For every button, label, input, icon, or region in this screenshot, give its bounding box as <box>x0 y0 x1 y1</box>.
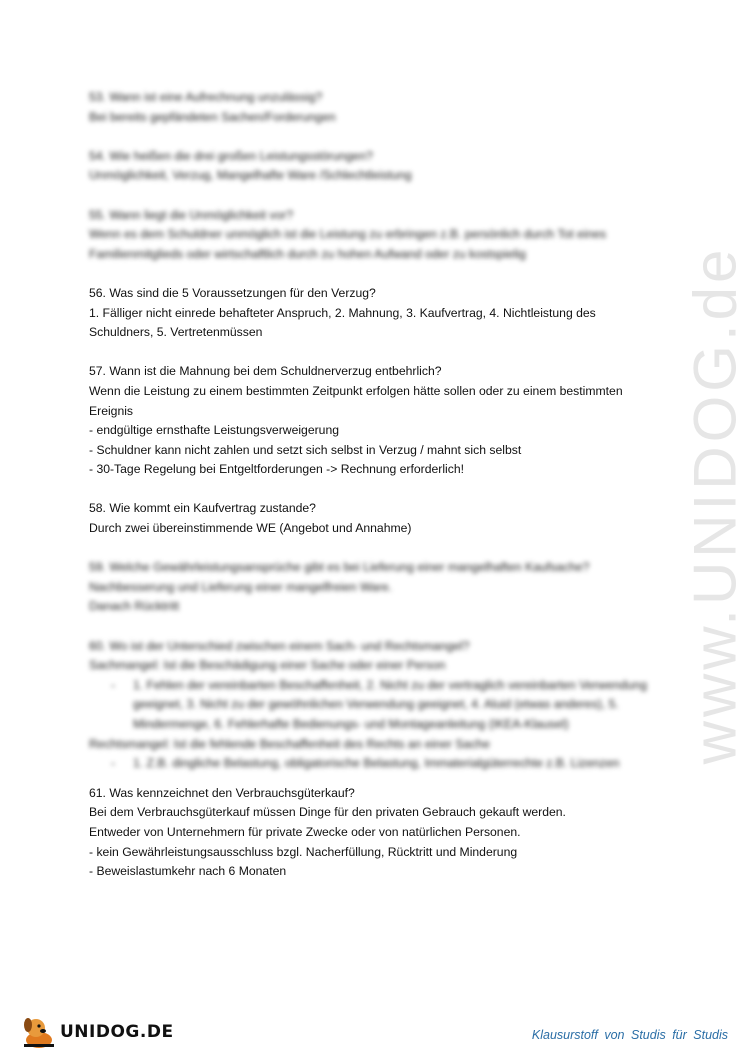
sub-list-item <box>89 754 669 774</box>
question-text: 59. Welche Gewährleistungsansprüche gibt es bei Lieferung einer mangelhaften Kaufsache? <box>89 560 590 575</box>
sub-text: 1. Z.B. dingliche Belastung, obligatorische Belastung, Immaterialgüterrechte z.B. Lizenzen <box>133 756 620 771</box>
answer-line: Rechtsmangel: Ist die fehlende Beschaffenheit des Rechts an einer Sache <box>89 736 490 751</box>
question-text: 54. Wie heißen die drei großen Leistungsstörungen? <box>89 148 373 163</box>
question-block <box>89 362 669 480</box>
answer-line: Schuldners, 5. Vertretenmüssen <box>89 325 263 340</box>
footer-tagline: Klausurstoff von Studis für Studis <box>531 1028 728 1042</box>
answer-line: Wenn die Leistung zu einem bestimmten Zeitpunkt erfolgen hätte sollen oder zu einem bestimmten <box>89 383 623 398</box>
sub-list-item <box>89 676 669 735</box>
answer-line: Bei bereits gepfändeten Sachen/Forderungen <box>89 109 336 124</box>
question-block <box>89 147 669 186</box>
question-text: 53. Wann ist eine Aufrechnung unzulässig? <box>89 90 323 104</box>
question-block <box>89 206 669 265</box>
answer-line: 1. Fälliger nicht einrede behafteter Anspruch, 2. Mahnung, 3. Kaufvertrag, 4. Nichtleistung des <box>89 305 596 320</box>
sub-text: 1. Fehlen der vereinbarten Beschaffenheit, 2. Nicht zu der vertraglich vereinbarten Verwendung geeignet, 3. Nicht zu der gewöhnlichen Verwendung geeignet, 4. Aluid (etwas anderes), 5. Mindermenge, 6. Fehlerhafte Bedienungs- und Montageanleitung (IKEA-Klausel) <box>133 677 647 731</box>
answer-line: Danach Rücktritt <box>89 599 180 614</box>
answer-line: Nachbesserung und Lieferung einer mangelfreien Ware. <box>89 579 393 594</box>
question-block <box>89 88 669 127</box>
dog-logo-icon <box>22 1014 56 1050</box>
answer-line: - 30-Tage Regelung bei Entgeltforderungen -> Rechnung erforderlich! <box>89 462 465 477</box>
answer-line: Sachmangel: Ist die Beschädigung einer Sache oder einer Person <box>89 658 446 673</box>
answer-line: Wenn es dem Schuldner unmöglich ist die Leistung zu erbringen z.B. persönlich durch Tot eines <box>89 227 607 242</box>
answer-line: Entweder von Unternehmern für private Zwecke oder von natürlichen Personen. <box>89 824 521 839</box>
answer-line: - endgültige ernsthafte Leistungsverweigerung <box>89 423 340 438</box>
answer-line: Bei dem Verbrauchsgüterkauf müssen Dinge für den privaten Gebrauch gekauft werden. <box>89 805 566 820</box>
question-text: 60. Wo ist der Unterschied zwischen einem Sach- und Rechtsmangel? <box>89 638 470 653</box>
question-block <box>89 637 669 774</box>
question-block <box>89 499 669 538</box>
question-text: 55. Wann liegt die Unmöglichkeit vor? <box>89 207 294 222</box>
answer-line: Ereignis <box>89 403 134 418</box>
answer-line: - Beweislastumkehr nach 6 Monaten <box>89 864 287 879</box>
question-text: 57. Wann ist die Mahnung bei dem Schuldnerverzug entbehrlich? <box>89 364 442 379</box>
bullet: - <box>111 756 116 771</box>
footer-logo <box>22 1012 174 1052</box>
answer-line: Familienmitglieds oder wirtschaftlich durch zu hohen Aufwand oder zu kostspielig <box>89 246 526 261</box>
watermark-text: www.UNIDOG.de <box>681 245 749 765</box>
document-body <box>89 88 669 901</box>
question-text: 58. Wie kommt ein Kaufvertrag zustande? <box>89 501 316 516</box>
question-block <box>89 284 669 343</box>
question-block <box>89 558 669 617</box>
answer-line: - kein Gewährleistungsausschluss bzgl. Nacherfüllung, Rücktritt und Minderung <box>89 844 518 859</box>
watermark <box>655 245 750 765</box>
answer-line: - Schuldner kann nicht zahlen und setzt sich selbst in Verzug / mahnt sich selbst <box>89 442 522 457</box>
question-text: 61. Was kennzeichnet den Verbrauchsgüterkauf? <box>89 785 355 800</box>
answer-line: Durch zwei übereinstimmende WE (Angebot und Annahme) <box>89 521 412 536</box>
logo-text: UNIDOG.DE <box>60 1022 174 1042</box>
bullet: - <box>111 677 116 692</box>
question-block <box>89 784 669 882</box>
answer-line: Unmöglichkeit, Verzug, Mangelhafte Ware /Schlechtleistung <box>89 168 412 183</box>
question-text: 56. Was sind die 5 Voraussetzungen für den Verzug? <box>89 285 376 300</box>
